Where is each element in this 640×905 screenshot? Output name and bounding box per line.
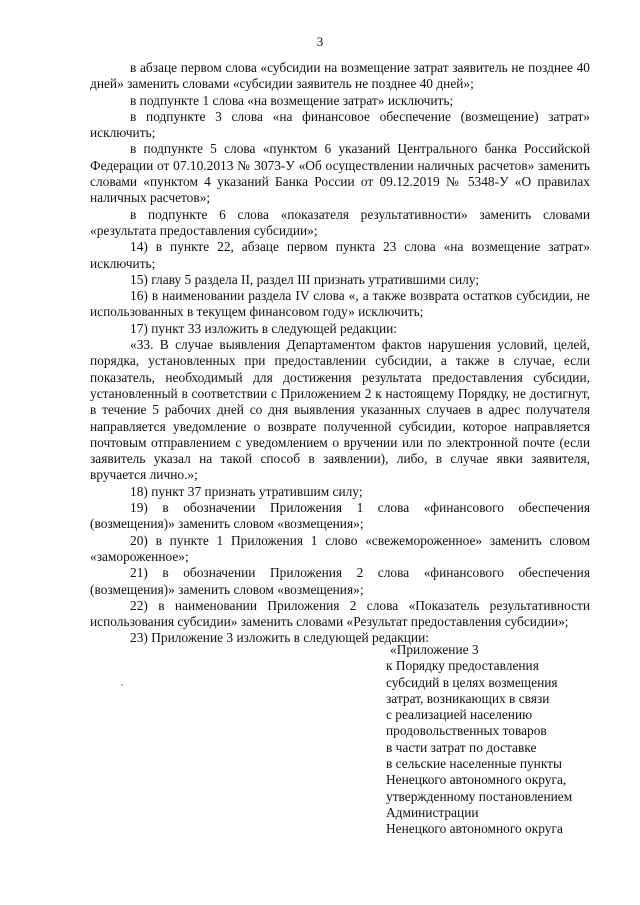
appendix-line: продовольственных товаров bbox=[386, 723, 547, 739]
appendix-heading bbox=[386, 642, 601, 838]
paragraph: «33. В случае выявления Департаментом фактов нарушения условий, целей, порядка, установленных при предоставлении субсидии, а также в случае, если показатель, необходимый для достижения результата предоставления субсидии, установленный в соответствии с Приложением 2 к настоящему Порядку, не достигнут, в течение 5 рабочих дней со дня выявления указанных случаев в адрес получателя направляется уведомление о возврате полученной субсидии, которое направляется почтовым отправлением с уведомлением о вручении или по электронной почте (если заявитель указал на такой способ в заявлении), либо, в случае явки заявителя, вручается лично.»; bbox=[90, 337, 590, 483]
paragraph: 19) в обозначении Приложения 1 слова «финансового обеспечения (возмещения)» заменить словом «возмещения»; bbox=[90, 500, 590, 532]
paragraph: в подпункте 5 слова «пунктом 6 указаний Центрального банка Российской Федерации от 07.10.2013 № 3073-У «Об осуществлении наличных расчетов» заменить словами «пунктом 4 указаний Банка России от 09.12.2019 № 5348-У «О правилах наличных расчетов»; bbox=[90, 141, 590, 206]
page-number: 3 bbox=[316, 34, 324, 49]
paragraph: 22) в наименовании Приложения 2 слова «Показатель результативности использования субсидии» заменить словами «Результат предоставления субсидии»; bbox=[90, 597, 590, 630]
appendix-line: с реализацией населению bbox=[386, 707, 533, 723]
amendments-body bbox=[90, 60, 590, 647]
appendix-line: Ненецкого автономного округа, bbox=[386, 772, 567, 788]
scan-speck bbox=[121, 684, 123, 686]
paragraph: 18) пункт 37 признать утратившим силу; bbox=[130, 483, 363, 499]
appendix-line: Администрации bbox=[386, 804, 479, 820]
appendix-line: субсидий в целях возмещения bbox=[386, 674, 558, 690]
paragraph: 23) Приложение 3 изложить в следующей редакции: bbox=[130, 630, 429, 646]
paragraph: в подпункте 1 слова «на возмещение затрат» исключить; bbox=[130, 92, 454, 108]
paragraph: 16) в наименовании раздела IV слова «, а также возврата остатков субсидии, не использованных в текущем финансовом году» исключить; bbox=[90, 288, 590, 320]
paragraph: в подпункте 6 слова «показателя результативности» заменить словами «результата предоставления субсидии»; bbox=[90, 206, 590, 238]
appendix-line: Ненецкого автономного округа bbox=[386, 821, 563, 837]
paragraph: 20) в пункте 1 Приложения 1 слово «свежемороженное» заменить словом «замороженное»; bbox=[90, 532, 590, 564]
appendix-line: «Приложение 3 bbox=[390, 642, 479, 657]
paragraph: 21) в обозначении Приложения 2 слова «финансового обеспечения (возмещения)» заменить словом «возмещения»; bbox=[90, 565, 590, 597]
paragraph: 14) в пункте 22, абзаце первом пункта 23 слова «на возмещение затрат» исключить; bbox=[90, 239, 590, 271]
paragraph: в подпункте 3 слова «на финансовое обеспечение (возмещение) затрат» исключить; bbox=[90, 108, 590, 141]
paragraph: 15) главу 5 раздела II, раздел III признать утратившими силу; bbox=[130, 271, 480, 287]
paragraph: в абзаце первом слова «субсидии на возмещение затрат заявитель не позднее 40 дней» заменить словами «субсидии заявитель не позднее 40 дней»; bbox=[90, 60, 590, 92]
paragraph: 17) пункт 33 изложить в следующей редакции: bbox=[130, 320, 398, 336]
appendix-line: в части затрат по доставке bbox=[386, 739, 537, 755]
appendix-line: в сельские населенные пункты bbox=[386, 756, 563, 772]
appendix-line: затрат, возникающих в связи bbox=[386, 690, 550, 706]
appendix-line: утвержденному постановлением bbox=[386, 788, 573, 804]
appendix-line: к Порядку предоставления bbox=[386, 658, 539, 674]
